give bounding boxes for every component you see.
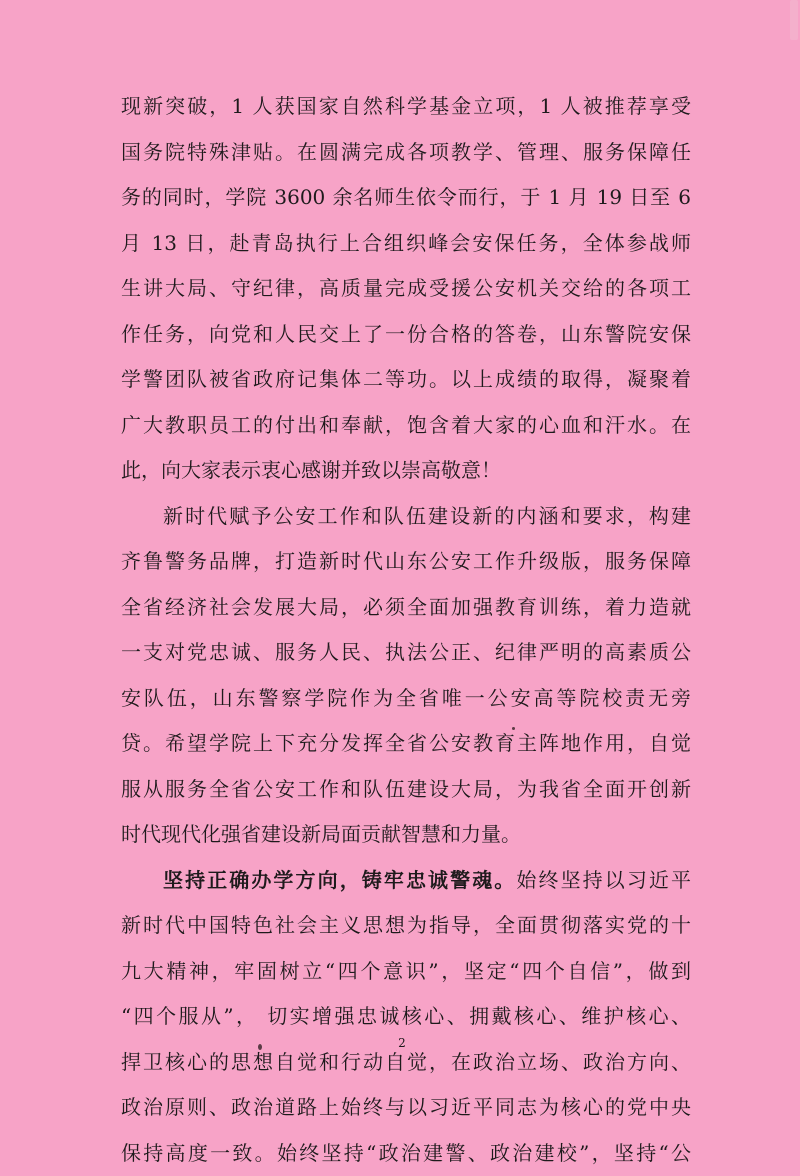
text-line: 全省经济社会发展大局，必须全面加强教育训练，着力造就: [121, 585, 691, 631]
text-line: 九大精神，牢固树立“四个意识”，坚定“四个自信”，做到: [121, 949, 691, 995]
text-line: 保持高度一致。始终坚持“政治建警、政治建校”，坚持“公: [121, 1131, 691, 1176]
text-line: 捍卫核心的思想自觉和行动自觉，在政治立场、政治方向、: [121, 1040, 691, 1086]
paragraph-heading-line: [121, 858, 691, 904]
text-line: 贷。希望学院上下充分发挥全省公安教育主阵地作用，自觉: [121, 721, 691, 767]
page-number: 2: [392, 1036, 412, 1050]
scan-edge: [790, 0, 798, 40]
text-line: 齐鲁警务品牌，打造新时代山东公安工作升级版，服务保障: [121, 539, 691, 585]
text-line: 此，向大家表示衷心感谢并致以崇高敬意！: [121, 448, 691, 494]
scan-speck: [258, 1044, 262, 1050]
text-line: 作任务，向党和人民交上了一份合格的答卷，山东警院安保: [121, 312, 691, 358]
text-line: 月 13 日，赴青岛执行上合组织峰会安保任务，全体参战师: [121, 221, 691, 267]
text-line: 生讲大局、守纪律，高质量完成受援公安机关交给的各项工: [121, 266, 691, 312]
text-line: 一支对党忠诚、服务人民、执法公正、纪律严明的高素质公: [121, 630, 691, 676]
text-line: 务的同时，学院 3600 余名师生依令而行，于 1 月 19 日至 6: [121, 175, 691, 221]
text-line: 安队伍，山东警察学院作为全省唯一公安高等院校责无旁: [121, 676, 691, 722]
text-line: 现新突破，1 人获国家自然科学基金立项，1 人被推荐享受: [121, 84, 691, 130]
heading-continuation: 始终坚持以习近平: [516, 868, 691, 892]
text-line: 时代现代化强省建设新局面贡献智慧和力量。: [121, 812, 691, 858]
text-line: 广大教职员工的付出和奉献，饱含着大家的心血和汗水。在: [121, 403, 691, 449]
text-line: 学警团队被省政府记集体二等功。以上成绩的取得，凝聚着: [121, 357, 691, 403]
scan-speck: [512, 727, 515, 730]
text-line: 新时代中国特色社会主义思想为指导，全面贯彻落实党的十: [121, 903, 691, 949]
text-line: 政治原则、政治道路上始终与以习近平同志为核心的党中央: [121, 1085, 691, 1131]
text-line: 服从服务全省公安工作和队伍建设大局，为我省全面开创新: [121, 767, 691, 813]
document-body: [121, 84, 691, 1176]
paragraph-heading: 坚持正确办学方向，铸牢忠诚警魂。: [163, 868, 516, 892]
text-line: 国务院特殊津贴。在圆满完成各项教学、管理、服务保障任: [121, 130, 691, 176]
text-line: 新时代赋予公安工作和队伍建设新的内涵和要求，构建: [121, 494, 691, 540]
text-line: “四个服从”， 切实增强忠诚核心、拥戴核心、维护核心、: [121, 994, 691, 1040]
